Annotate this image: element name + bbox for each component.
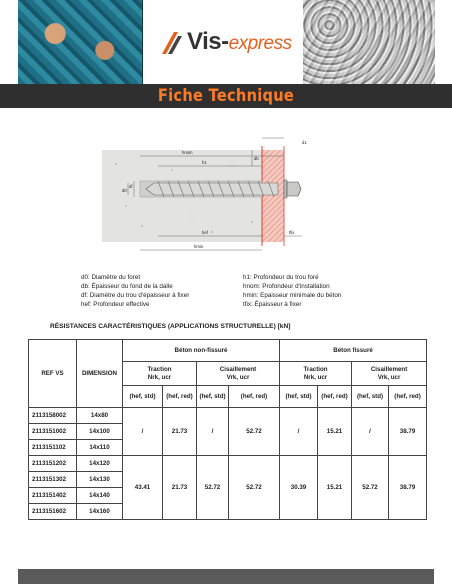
header-traction <box>123 362 197 386</box>
header-hef-red: (hef, red) <box>318 386 352 408</box>
header <box>0 0 452 84</box>
value-cell: 52.72 <box>197 456 229 520</box>
dimension-cell: 14x160 <box>77 504 123 520</box>
value-cell: 43.41 <box>123 456 163 520</box>
label-h1: h1 <box>202 160 207 165</box>
traction-label: Traction <box>147 365 172 373</box>
header-hef-std: (hef, std) <box>197 386 229 408</box>
legend-item: hef: Profondeur effective <box>81 301 150 308</box>
traction-sub: Nrk, ucr <box>147 373 172 381</box>
dimension-cell: 14x130 <box>77 472 123 488</box>
value-cell: / <box>123 408 163 456</box>
header-hef-red: (hef, red) <box>389 386 427 408</box>
brand-logo <box>187 28 292 56</box>
value-cell: / <box>352 408 389 456</box>
value-cell: 52.72 <box>229 456 280 520</box>
ref-cell: 2113151102 <box>29 440 77 456</box>
header-dimension: DIMENSION <box>77 340 123 408</box>
value-cell: 38.79 <box>389 456 427 520</box>
value-cell: 52.72 <box>352 456 389 520</box>
traction-sub: Nrk, ucr <box>303 373 328 381</box>
label-hef: hef <box>202 230 208 235</box>
label-df: df <box>129 184 133 189</box>
footer-band <box>18 569 434 584</box>
value-cell: 38.79 <box>389 408 427 456</box>
brand-swoosh-icon <box>160 30 184 56</box>
ref-cell: 2113151302 <box>29 472 77 488</box>
dimension-cell: 14x140 <box>77 488 123 504</box>
label-db: db <box>254 156 259 161</box>
screw-anchor <box>146 183 278 195</box>
legend-item: d0: Diamètre du foret <box>81 274 141 281</box>
header-hef-red: (hef, red) <box>163 386 197 408</box>
header-hef-std: (hef, std) <box>280 386 318 408</box>
hands-toolbox-photo <box>18 0 143 84</box>
header-fissure: Béton fissuré <box>280 340 427 362</box>
header-traction <box>280 362 352 386</box>
table-row <box>29 408 427 424</box>
header-hef-red: (hef, red) <box>229 386 280 408</box>
ref-cell: 2113151402 <box>29 488 77 504</box>
label-d1: d1 <box>302 140 307 145</box>
ref-cell: 2113151002 <box>29 424 77 440</box>
table-row <box>29 456 427 472</box>
header-hef-std: (hef, std) <box>352 386 389 408</box>
dimension-cell: 14x110 <box>77 440 123 456</box>
cisaillement-label: Cisaillement <box>219 365 257 373</box>
dimension-cell: 14x120 <box>77 456 123 472</box>
legend-item: df: Diamètre du trou d'épaisseur à fixer <box>81 292 190 299</box>
dimension-cell: 14x80 <box>77 408 123 424</box>
value-cell: 52.72 <box>229 408 280 456</box>
legend-right <box>243 273 341 309</box>
dimension-cell: 14x100 <box>77 424 123 440</box>
resistance-table <box>28 339 427 520</box>
legend-item: hmin: Epaisseur minimale du béton <box>243 292 342 299</box>
cisaillement-label: Cisaillement <box>370 365 408 373</box>
header-cisaillement <box>197 362 280 386</box>
ref-cell: 2113151602 <box>29 504 77 520</box>
header-ref: REF VS <box>29 340 77 408</box>
legend-item: h1: Profondeur du trou foré <box>243 274 319 281</box>
fixture-plate <box>262 150 284 242</box>
page-title: Fiche Technique <box>157 86 295 106</box>
header-non-fissure: Béton non-fissuré <box>123 340 280 362</box>
legend-item: db: Épaisseur du fond de la dalle <box>81 283 173 290</box>
value-cell: / <box>197 408 229 456</box>
cisaillement-sub: Vrk, ucr <box>226 373 250 381</box>
value-cell: 15.21 <box>318 408 352 456</box>
header-cisaillement <box>352 362 427 386</box>
brand-accent: express <box>228 33 292 54</box>
ref-cell: 2113151202 <box>29 456 77 472</box>
header-hef-std: (hef, std) <box>123 386 163 408</box>
legend-left <box>81 273 189 309</box>
cisaillement-sub: Vrk, ucr <box>377 373 401 381</box>
brand-name: Vis- <box>187 28 229 55</box>
label-d0: d0 <box>122 188 127 193</box>
screw-head <box>287 182 301 196</box>
screws-photo <box>303 0 435 84</box>
label-tfix: tfix <box>289 230 295 235</box>
legend-item: hnom: Profondeur d'installation <box>243 283 330 290</box>
label-hmin: hmin <box>194 244 204 249</box>
traction-label: Traction <box>303 365 328 373</box>
anchor-diagram <box>102 136 324 260</box>
value-cell: 15.21 <box>318 456 352 520</box>
value-cell: / <box>280 408 318 456</box>
legend-item: tfix: Épaisseur à fixer <box>243 301 302 308</box>
value-cell: 21.73 <box>163 456 197 520</box>
ref-cell: 2113158002 <box>29 408 77 424</box>
value-cell: 21.73 <box>163 408 197 456</box>
section-title: RÉSISTANCES CARACTÉRISTIQUES (APPLICATIONS STRUCTURELLE) [kN] <box>50 323 291 330</box>
value-cell: 30.39 <box>280 456 318 520</box>
label-hnom-top: hnom <box>182 150 193 155</box>
